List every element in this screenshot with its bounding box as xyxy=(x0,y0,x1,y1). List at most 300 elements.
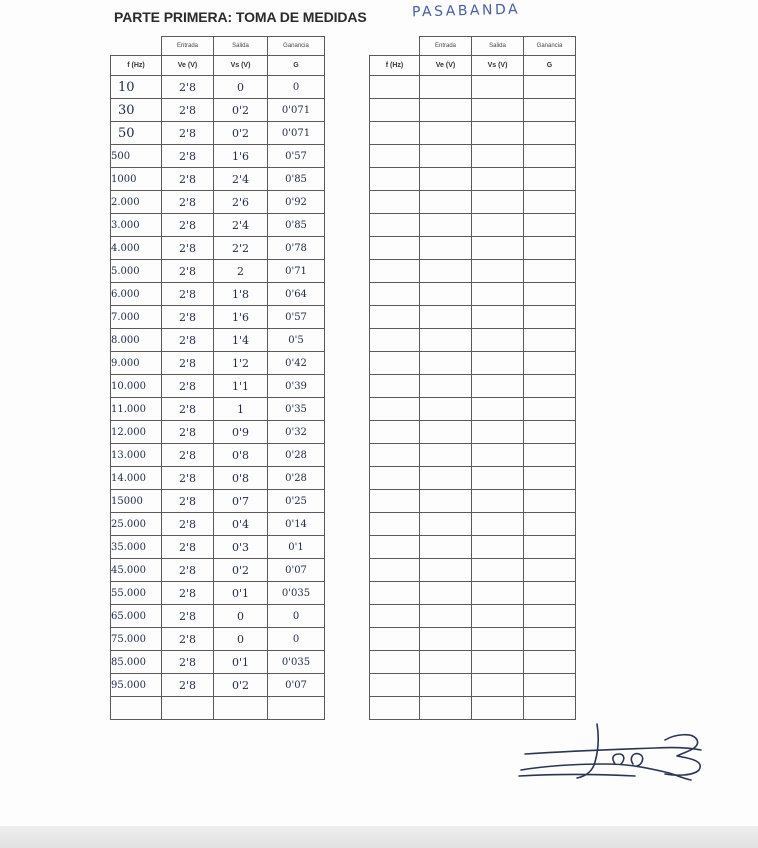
group-header-salida: Salida xyxy=(214,37,268,56)
output-voltage-cell xyxy=(472,559,524,582)
gain-cell: 0'92 xyxy=(268,191,325,214)
table-row xyxy=(370,352,576,375)
frequency-cell: 13.000 xyxy=(111,444,162,467)
column-header-gain: G xyxy=(268,56,325,76)
input-voltage-cell: 2'8 xyxy=(162,398,214,421)
table-row xyxy=(370,168,576,191)
input-voltage-cell: 2'8 xyxy=(162,237,214,260)
output-voltage-cell: 2'4 xyxy=(214,168,268,191)
input-voltage-cell xyxy=(420,237,472,260)
output-voltage-cell: 0'8 xyxy=(214,444,268,467)
gain-cell xyxy=(524,191,576,214)
frequency-cell: 65.000 xyxy=(111,605,162,628)
gain-cell xyxy=(524,605,576,628)
gain-cell: 0'35 xyxy=(268,398,325,421)
gain-cell xyxy=(524,214,576,237)
table-row xyxy=(111,145,325,168)
frequency-cell xyxy=(370,329,420,352)
output-voltage-cell xyxy=(472,651,524,674)
frequency-cell xyxy=(370,398,420,421)
signature-stroke xyxy=(521,764,691,780)
output-voltage-cell: 0'2 xyxy=(214,99,268,122)
measurements-table-empty xyxy=(369,36,576,720)
table-row xyxy=(111,444,325,467)
gain-cell xyxy=(524,260,576,283)
gain-cell: 0 xyxy=(268,76,325,99)
gain-cell: 0'07 xyxy=(268,559,325,582)
gain-cell xyxy=(524,444,576,467)
table-row xyxy=(111,605,325,628)
gain-cell xyxy=(524,536,576,559)
gain-cell: 0'28 xyxy=(268,444,325,467)
input-voltage-cell xyxy=(420,260,472,283)
frequency-cell xyxy=(370,651,420,674)
measurements-table-filled xyxy=(110,36,325,720)
gain-cell xyxy=(524,651,576,674)
input-voltage-cell: 2'8 xyxy=(162,674,214,697)
output-voltage-cell xyxy=(472,329,524,352)
frequency-cell: 500 xyxy=(111,145,162,168)
frequency-cell: 12.000 xyxy=(111,421,162,444)
column-header-frequency: f (Hz) xyxy=(111,56,162,76)
gain-cell: 0'57 xyxy=(268,145,325,168)
table-row xyxy=(111,398,325,421)
table-row xyxy=(370,122,576,145)
input-voltage-cell xyxy=(420,76,472,99)
output-voltage-cell: 0'2 xyxy=(214,122,268,145)
table-row xyxy=(370,651,576,674)
table-row xyxy=(370,191,576,214)
gain-cell: 0'25 xyxy=(268,490,325,513)
gain-cell: 0'32 xyxy=(268,421,325,444)
blank-corner-cell xyxy=(111,37,162,56)
table-row xyxy=(370,260,576,283)
input-voltage-cell xyxy=(420,168,472,191)
gain-cell: 0'85 xyxy=(268,214,325,237)
frequency-cell: 9.000 xyxy=(111,352,162,375)
frequency-cell: 95.000 xyxy=(111,674,162,697)
output-voltage-cell xyxy=(472,490,524,513)
output-voltage-cell xyxy=(472,122,524,145)
input-voltage-cell xyxy=(420,214,472,237)
table-row xyxy=(370,76,576,99)
input-voltage-cell: 2'8 xyxy=(162,490,214,513)
frequency-cell xyxy=(370,306,420,329)
frequency-cell xyxy=(370,605,420,628)
gain-cell xyxy=(524,352,576,375)
table-row xyxy=(370,421,576,444)
output-voltage-cell: 0'1 xyxy=(214,582,268,605)
output-voltage-cell: 2 xyxy=(214,260,268,283)
input-voltage-cell: 2'8 xyxy=(162,559,214,582)
gain-cell: 0'85 xyxy=(268,168,325,191)
output-voltage-cell: 0'1 xyxy=(214,651,268,674)
frequency-cell: 8.000 xyxy=(111,329,162,352)
group-header-ganancia: Ganancia xyxy=(524,37,576,56)
input-voltage-cell: 2'8 xyxy=(162,76,214,99)
output-voltage-cell xyxy=(472,214,524,237)
group-header-salida: Salida xyxy=(472,37,524,56)
gain-cell xyxy=(524,122,576,145)
output-voltage-cell: 1'4 xyxy=(214,329,268,352)
input-voltage-cell: 2'8 xyxy=(162,122,214,145)
column-header-gain: G xyxy=(524,56,576,76)
output-voltage-cell xyxy=(472,99,524,122)
gain-cell xyxy=(524,283,576,306)
frequency-cell xyxy=(370,628,420,651)
frequency-cell: 30 xyxy=(111,99,162,122)
output-voltage-cell xyxy=(472,237,524,260)
input-voltage-cell: 2'8 xyxy=(162,582,214,605)
gain-cell: 0'78 xyxy=(268,237,325,260)
frequency-cell: 75.000 xyxy=(111,628,162,651)
frequency-cell: 5.000 xyxy=(111,260,162,283)
signature-stroke xyxy=(525,748,701,754)
gain-cell: 0 xyxy=(268,628,325,651)
table-row xyxy=(370,697,576,720)
frequency-cell xyxy=(370,444,420,467)
table-row xyxy=(111,559,325,582)
gain-cell xyxy=(524,76,576,99)
input-voltage-cell: 2'8 xyxy=(162,145,214,168)
frequency-cell xyxy=(370,260,420,283)
gain-cell xyxy=(524,628,576,651)
output-voltage-cell xyxy=(472,168,524,191)
gain-cell: 0'035 xyxy=(268,651,325,674)
output-voltage-cell: 2'2 xyxy=(214,237,268,260)
output-voltage-cell xyxy=(472,283,524,306)
output-voltage-cell xyxy=(472,467,524,490)
frequency-cell xyxy=(370,375,420,398)
gain-cell: 0'64 xyxy=(268,283,325,306)
input-voltage-cell xyxy=(420,421,472,444)
gain-cell xyxy=(524,306,576,329)
gain-cell: 0'071 xyxy=(268,122,325,145)
page-bottom-edge xyxy=(0,826,758,848)
frequency-cell xyxy=(111,697,162,720)
output-voltage-cell: 1'2 xyxy=(214,352,268,375)
gain-cell: 0'5 xyxy=(268,329,325,352)
input-voltage-cell xyxy=(420,513,472,536)
gain-cell: 0'14 xyxy=(268,513,325,536)
frequency-cell: 45.000 xyxy=(111,559,162,582)
gain-cell xyxy=(268,697,325,720)
frequency-cell xyxy=(370,283,420,306)
output-voltage-cell xyxy=(472,444,524,467)
frequency-cell xyxy=(370,467,420,490)
output-voltage-cell: 0 xyxy=(214,628,268,651)
column-header-input-voltage: Ve (V) xyxy=(420,56,472,76)
gain-cell: 0 xyxy=(268,605,325,628)
input-voltage-cell: 2'8 xyxy=(162,352,214,375)
table-row xyxy=(111,674,325,697)
table-row xyxy=(111,260,325,283)
output-voltage-cell xyxy=(472,76,524,99)
frequency-cell xyxy=(370,214,420,237)
input-voltage-cell: 2'8 xyxy=(162,214,214,237)
input-voltage-cell xyxy=(420,191,472,214)
group-header-entrada: Entrada xyxy=(162,37,214,56)
gain-cell xyxy=(524,329,576,352)
table-row xyxy=(370,490,576,513)
input-voltage-cell xyxy=(420,582,472,605)
input-voltage-cell xyxy=(162,697,214,720)
table-row xyxy=(111,237,325,260)
frequency-cell xyxy=(370,490,420,513)
frequency-cell: 4.000 xyxy=(111,237,162,260)
input-voltage-cell xyxy=(420,99,472,122)
gain-cell xyxy=(524,697,576,720)
gain-cell xyxy=(524,513,576,536)
frequency-cell xyxy=(370,697,420,720)
table-row xyxy=(370,605,576,628)
gain-cell: 0'28 xyxy=(268,467,325,490)
gain-cell xyxy=(524,168,576,191)
table-row xyxy=(111,329,325,352)
output-voltage-cell xyxy=(472,352,524,375)
output-voltage-cell: 0'3 xyxy=(214,536,268,559)
input-voltage-cell xyxy=(420,122,472,145)
handwritten-filter-title: PASABANDA xyxy=(411,1,521,21)
frequency-cell xyxy=(370,191,420,214)
input-voltage-cell xyxy=(420,674,472,697)
output-voltage-cell: 0 xyxy=(214,605,268,628)
input-voltage-cell xyxy=(420,651,472,674)
blank-corner-cell xyxy=(370,37,420,56)
output-voltage-cell xyxy=(472,306,524,329)
input-voltage-cell: 2'8 xyxy=(162,260,214,283)
gain-cell xyxy=(524,582,576,605)
table-row xyxy=(111,421,325,444)
output-voltage-cell xyxy=(472,421,524,444)
output-voltage-cell: 0'2 xyxy=(214,674,268,697)
input-voltage-cell: 2'8 xyxy=(162,444,214,467)
table-row xyxy=(111,490,325,513)
group-header-row xyxy=(111,37,325,56)
input-voltage-cell xyxy=(420,352,472,375)
input-voltage-cell: 2'8 xyxy=(162,306,214,329)
output-voltage-cell xyxy=(472,697,524,720)
input-voltage-cell xyxy=(420,145,472,168)
gain-cell: 0'57 xyxy=(268,306,325,329)
output-voltage-cell xyxy=(472,398,524,421)
table-row xyxy=(111,306,325,329)
table-row xyxy=(111,76,325,99)
table-row xyxy=(111,283,325,306)
table-row xyxy=(370,283,576,306)
input-voltage-cell: 2'8 xyxy=(162,605,214,628)
output-voltage-cell: 1'6 xyxy=(214,145,268,168)
frequency-cell: 25.000 xyxy=(111,513,162,536)
frequency-cell: 14.000 xyxy=(111,467,162,490)
frequency-cell xyxy=(370,536,420,559)
gain-cell: 0'71 xyxy=(268,260,325,283)
output-voltage-cell: 0'7 xyxy=(214,490,268,513)
output-voltage-cell: 0'8 xyxy=(214,467,268,490)
gain-cell xyxy=(524,145,576,168)
input-voltage-cell: 2'8 xyxy=(162,191,214,214)
input-voltage-cell: 2'8 xyxy=(162,283,214,306)
table-row xyxy=(370,582,576,605)
signature-stroke xyxy=(631,754,642,766)
output-voltage-cell: 0'2 xyxy=(214,559,268,582)
table-row xyxy=(370,398,576,421)
gain-cell xyxy=(524,99,576,122)
gain-cell xyxy=(524,674,576,697)
input-voltage-cell xyxy=(420,628,472,651)
table-row xyxy=(370,329,576,352)
input-voltage-cell xyxy=(420,697,472,720)
signature-stroke xyxy=(665,735,700,775)
frequency-cell: 2.000 xyxy=(111,191,162,214)
frequency-cell xyxy=(370,352,420,375)
output-voltage-cell: 1'8 xyxy=(214,283,268,306)
output-voltage-cell xyxy=(472,582,524,605)
input-voltage-cell: 2'8 xyxy=(162,536,214,559)
table-row xyxy=(111,697,325,720)
output-voltage-cell xyxy=(472,375,524,398)
input-voltage-cell xyxy=(420,559,472,582)
handwritten-signature xyxy=(515,718,715,788)
input-voltage-cell xyxy=(420,444,472,467)
table-row xyxy=(111,536,325,559)
frequency-cell xyxy=(370,559,420,582)
table-row xyxy=(111,375,325,398)
frequency-cell xyxy=(370,237,420,260)
frequency-cell xyxy=(370,76,420,99)
output-voltage-cell: 0'4 xyxy=(214,513,268,536)
frequency-cell: 10 xyxy=(111,76,162,99)
gain-cell xyxy=(524,467,576,490)
input-voltage-cell: 2'8 xyxy=(162,375,214,398)
gain-cell: 0'39 xyxy=(268,375,325,398)
table-row xyxy=(111,628,325,651)
table-row xyxy=(111,352,325,375)
table-row xyxy=(370,467,576,490)
gain-cell xyxy=(524,237,576,260)
output-voltage-cell xyxy=(472,605,524,628)
frequency-cell: 11.000 xyxy=(111,398,162,421)
table-row xyxy=(370,145,576,168)
column-header-output-voltage: Vs (V) xyxy=(472,56,524,76)
group-header-ganancia: Ganancia xyxy=(268,37,325,56)
table-row xyxy=(370,444,576,467)
table-row xyxy=(370,306,576,329)
input-voltage-cell xyxy=(420,329,472,352)
gain-cell xyxy=(524,490,576,513)
gain-cell: 0'035 xyxy=(268,582,325,605)
input-voltage-cell: 2'8 xyxy=(162,168,214,191)
frequency-cell xyxy=(370,168,420,191)
frequency-cell: 35.000 xyxy=(111,536,162,559)
input-voltage-cell xyxy=(420,375,472,398)
frequency-cell: 50 xyxy=(111,122,162,145)
table-row xyxy=(111,513,325,536)
table-row xyxy=(111,214,325,237)
input-voltage-cell: 2'8 xyxy=(162,99,214,122)
frequency-cell: 3.000 xyxy=(111,214,162,237)
output-voltage-cell xyxy=(472,674,524,697)
frequency-cell: 10.000 xyxy=(111,375,162,398)
input-voltage-cell xyxy=(420,283,472,306)
table-row xyxy=(111,99,325,122)
input-voltage-cell: 2'8 xyxy=(162,329,214,352)
frequency-cell xyxy=(370,513,420,536)
output-voltage-cell xyxy=(472,260,524,283)
output-voltage-cell: 0'9 xyxy=(214,421,268,444)
gain-cell: 0'07 xyxy=(268,674,325,697)
input-voltage-cell: 2'8 xyxy=(162,421,214,444)
input-voltage-cell xyxy=(420,536,472,559)
gain-cell: 0'071 xyxy=(268,99,325,122)
gain-cell xyxy=(524,421,576,444)
output-voltage-cell: 0 xyxy=(214,76,268,99)
output-voltage-cell xyxy=(214,697,268,720)
frequency-cell: 1000 xyxy=(111,168,162,191)
frequency-cell xyxy=(370,582,420,605)
table-row xyxy=(111,168,325,191)
input-voltage-cell xyxy=(420,306,472,329)
input-voltage-cell: 2'8 xyxy=(162,513,214,536)
frequency-cell xyxy=(370,122,420,145)
table-row xyxy=(370,513,576,536)
frequency-cell xyxy=(370,145,420,168)
table-row xyxy=(370,674,576,697)
input-voltage-cell xyxy=(420,467,472,490)
signature-stroke xyxy=(519,775,635,777)
output-voltage-cell xyxy=(472,513,524,536)
column-header-row xyxy=(111,56,325,76)
output-voltage-cell xyxy=(472,191,524,214)
column-header-input-voltage: Ve (V) xyxy=(162,56,214,76)
frequency-cell xyxy=(370,421,420,444)
page-title: PARTE PRIMERA: TOMA DE MEDIDAS xyxy=(114,9,367,25)
column-header-row xyxy=(370,56,576,76)
output-voltage-cell: 1 xyxy=(214,398,268,421)
frequency-cell: 6.000 xyxy=(111,283,162,306)
gain-cell xyxy=(524,398,576,421)
frequency-cell: 55.000 xyxy=(111,582,162,605)
table-row xyxy=(111,467,325,490)
frequency-cell: 85.000 xyxy=(111,651,162,674)
table-row xyxy=(111,651,325,674)
column-header-frequency: f (Hz) xyxy=(370,56,420,76)
output-voltage-cell: 1'1 xyxy=(214,375,268,398)
group-header-entrada: Entrada xyxy=(420,37,472,56)
table-row xyxy=(111,122,325,145)
gain-cell: 0'1 xyxy=(268,536,325,559)
table-row xyxy=(370,214,576,237)
frequency-cell xyxy=(370,674,420,697)
input-voltage-cell xyxy=(420,398,472,421)
frequency-cell xyxy=(370,99,420,122)
input-voltage-cell xyxy=(420,490,472,513)
signature-stroke xyxy=(613,754,624,764)
input-voltage-cell: 2'8 xyxy=(162,651,214,674)
table-row xyxy=(370,628,576,651)
frequency-cell: 15000 xyxy=(111,490,162,513)
input-voltage-cell: 2'8 xyxy=(162,467,214,490)
column-header-output-voltage: Vs (V) xyxy=(214,56,268,76)
table-row xyxy=(370,99,576,122)
output-voltage-cell xyxy=(472,145,524,168)
group-header-row xyxy=(370,37,576,56)
output-voltage-cell: 2'6 xyxy=(214,191,268,214)
table-row xyxy=(370,559,576,582)
table-row xyxy=(370,536,576,559)
output-voltage-cell: 1'6 xyxy=(214,306,268,329)
gain-cell: 0'42 xyxy=(268,352,325,375)
